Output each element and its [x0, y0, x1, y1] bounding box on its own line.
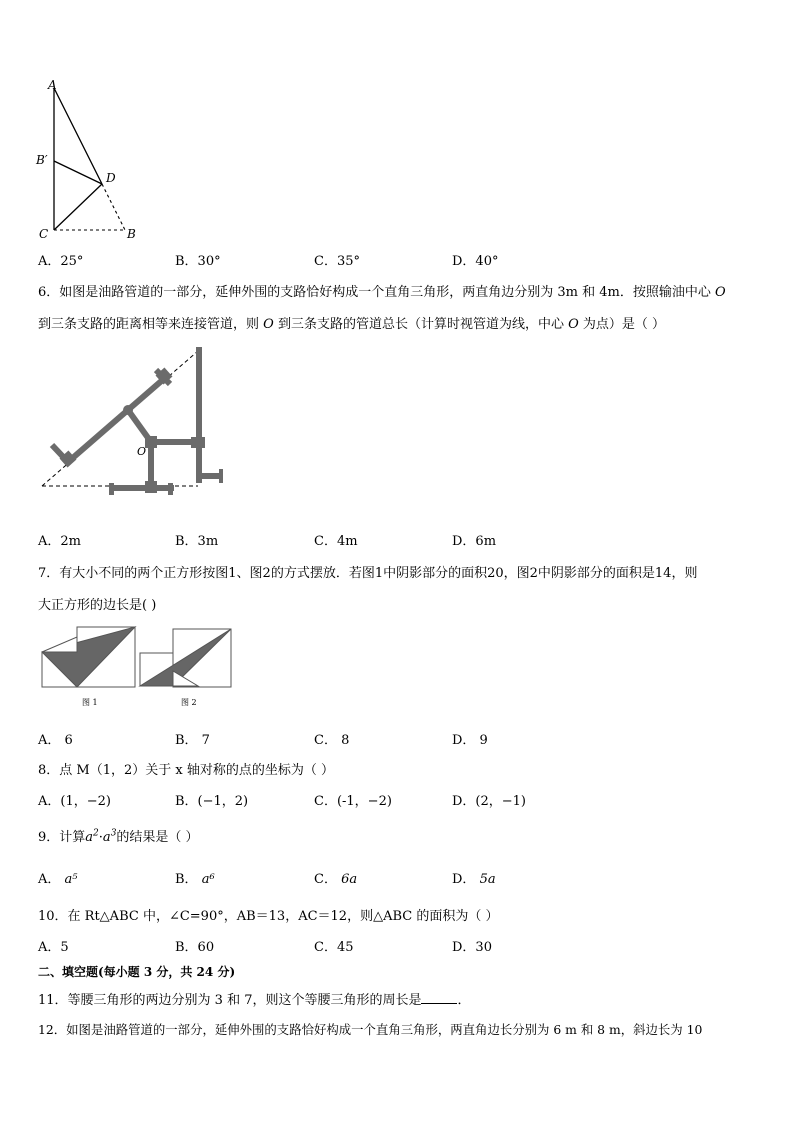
- label-b-prime: B′: [36, 153, 48, 167]
- q8-option-b: B．(−1，2): [175, 794, 249, 809]
- q6-option-c: C．4m: [314, 534, 358, 549]
- q11-question: 11．等腰三角形的两边分别为 3 和 7，则这个等腰三角形的周长是 ．: [38, 993, 471, 1008]
- q10-question: 10．在 Rt△ABC 中，∠C=90°，AB＝13，AC＝12，则△ABC 的面积为（ ）: [38, 909, 499, 924]
- segment-ad: [54, 88, 102, 184]
- label-a: A: [48, 78, 57, 92]
- q10-option-b: B．60: [175, 940, 215, 955]
- q7-question-line1: 7．有大小不同的两个正方形按图1、图2的方式摆放．若图1中阴影部分的面积20，图2中阴影部分的面积是14，则: [38, 566, 698, 581]
- q9-question: 9．计算$a^2\cdot a^3$的结果是（ ）: [38, 828, 199, 845]
- q6-option-b: B．3m: [175, 534, 219, 549]
- q5-option-a: A．25°: [38, 254, 84, 269]
- q6-option-a: A．2m: [38, 534, 81, 549]
- q6-pipeline-figure: [38, 345, 228, 495]
- label-c: C: [39, 227, 49, 240]
- q5-option-b: B．30°: [175, 254, 221, 269]
- fig2-caption: 图 2: [181, 698, 197, 707]
- q8-question: 8．点 M（1，2）关于 x 轴对称的点的坐标为（ ）: [38, 763, 334, 778]
- figure-1: [42, 627, 135, 687]
- q10-option-c: C．45: [314, 940, 354, 955]
- q6-option-d: D．6m: [452, 534, 497, 549]
- q9-option-d: D． 5a: [452, 872, 496, 887]
- q8-option-d: D．(2，−1): [452, 794, 527, 809]
- q10-option-d: D．30: [452, 940, 492, 955]
- pipes: [52, 347, 223, 495]
- q5-option-c: C．35°: [314, 254, 360, 269]
- section-heading-fill-blank: 二、填空题(每小题 3 分，共 24 分): [38, 965, 236, 979]
- q5-option-d: D．40°: [452, 254, 499, 269]
- q7-question-line2: 大正方形的边长是( ): [38, 598, 157, 613]
- q9-option-a: A． a⁵: [38, 872, 78, 887]
- figure-2: [140, 629, 231, 687]
- segment-db-dashed: [102, 184, 125, 230]
- q7-figures: [38, 623, 243, 713]
- q6-question-line2: 到三条支路的距离相等来连接管道，则 O 到三条支路的管道总长（计算时视管道为线，中心 O 为点）是（ ）: [38, 317, 666, 332]
- q10-option-a: A．5: [38, 940, 69, 955]
- fig1-caption: 图 1: [82, 698, 98, 707]
- q9-expression: $a^2\cdot a^3$: [85, 828, 117, 845]
- label-d: D: [106, 171, 116, 185]
- segment-cd: [54, 184, 102, 230]
- q8-option-a: A．(1，−2): [38, 794, 111, 809]
- q7-option-a: A． 6: [38, 733, 73, 748]
- segment-b-prime-d: [54, 161, 102, 184]
- q12-question: 12．如图是油路管道的一部分，延伸外围的支路恰好构成一个直角三角形，两直角边长分别为 6 m 和 8 m，斜边长为 10: [38, 1022, 703, 1037]
- q7-option-d: D． 9: [452, 733, 488, 748]
- q7-option-b: B． 7: [175, 733, 210, 748]
- q8-option-c: C．(-1，−2): [314, 794, 392, 809]
- q11-answer-blank[interactable]: [421, 992, 457, 1004]
- label-b: B: [127, 227, 136, 240]
- q9-option-b: B． a⁶: [175, 872, 215, 887]
- q6-question-line1: 6．如图是油路管道的一部分，延伸外围的支路恰好构成一个直角三角形，两直角边分别为 3m 和 4m．按照输油中心 O: [38, 285, 726, 300]
- q9-option-c: C． 6a: [314, 872, 358, 887]
- label-o: O: [137, 445, 147, 458]
- q7-option-c: C． 8: [314, 733, 350, 748]
- q5-figure: [30, 78, 150, 240]
